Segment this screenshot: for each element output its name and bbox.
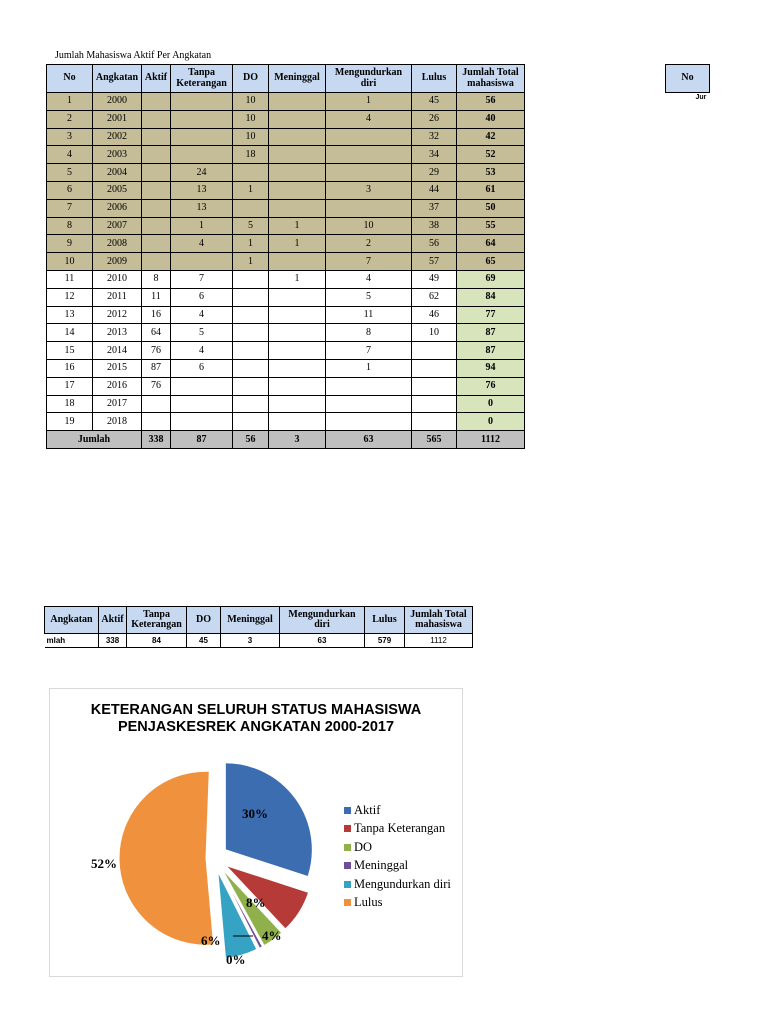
summary-header-do: DO (187, 607, 221, 634)
cell-no: 2 (47, 110, 93, 128)
cell-aktif (142, 164, 171, 182)
cell-angkatan: 2007 (93, 217, 142, 235)
sheet-title: Jumlah Mahasiswa Aktif Per Angkatan (55, 50, 212, 61)
cell-mengundurkan-diri: 11 (326, 306, 412, 324)
cell-lulus: 49 (412, 270, 457, 288)
chart-title: KETERANGAN SELURUH STATUS MAHASISWA PENJASKESREK ANGKATAN 2000-2017 (90, 702, 422, 735)
table-row (47, 413, 525, 431)
table-row (47, 93, 525, 111)
cell-mengundurkan-diri: 1 (326, 359, 412, 377)
cell-tanpa-keterangan: 4 (171, 342, 233, 360)
legend-item (344, 894, 451, 913)
cell-mengundurkan-diri (326, 395, 412, 413)
cell-lulus (412, 395, 457, 413)
cell-mengundurkan-diri: 7 (326, 253, 412, 271)
cell-do (233, 413, 269, 431)
legend-label: Mengundurkan diri (354, 876, 451, 891)
cell-aktif (142, 181, 171, 199)
cell-tanpa-keterangan: 6 (171, 288, 233, 306)
cell-lulus: 45 (412, 93, 457, 111)
cell-jumlah-total: 42 (457, 128, 525, 146)
cell-tanpa-keterangan: 4 (171, 235, 233, 253)
cell-tanpa-keterangan: 24 (171, 164, 233, 182)
total-mengundurkan-diri: 63 (326, 431, 412, 449)
legend-item (344, 838, 451, 857)
cell-mengundurkan-diri: 5 (326, 288, 412, 306)
header-angkatan: Angkatan (93, 65, 142, 93)
cell-meninggal: 1 (269, 235, 326, 253)
cell-aktif (142, 217, 171, 235)
cell-lulus: 46 (412, 306, 457, 324)
header-aktif: Aktif (142, 65, 171, 93)
cell-jumlah-total: 50 (457, 199, 525, 217)
table-row (47, 395, 525, 413)
cell-meninggal (269, 93, 326, 111)
summary-header-angkatan: Angkatan (45, 607, 99, 634)
cell-lulus: 44 (412, 181, 457, 199)
legend-label: Meninggal (354, 858, 409, 873)
cell-tanpa-keterangan: 13 (171, 199, 233, 217)
side-table (665, 64, 710, 102)
cell-lulus (412, 413, 457, 431)
table-row (47, 235, 525, 253)
cell-lulus (412, 342, 457, 360)
summary-lulus: 579 (365, 634, 405, 648)
pie-label-mengundurkan-diri: 6% (201, 933, 221, 948)
pie-slice-lulus (119, 771, 214, 945)
legend-swatch (344, 844, 351, 851)
legend-item (344, 857, 451, 876)
cell-angkatan: 2005 (93, 181, 142, 199)
cell-tanpa-keterangan (171, 146, 233, 164)
legend-label: DO (354, 839, 373, 854)
summary-do: 45 (187, 634, 221, 648)
cell-aktif: 76 (142, 377, 171, 395)
cell-aktif: 76 (142, 342, 171, 360)
legend-item (344, 875, 451, 894)
table-row (47, 359, 525, 377)
cell-do: 10 (233, 128, 269, 146)
cell-tanpa-keterangan (171, 110, 233, 128)
cell-aktif: 16 (142, 306, 171, 324)
cell-meninggal (269, 359, 326, 377)
cell-no: 6 (47, 181, 93, 199)
cell-tanpa-keterangan (171, 395, 233, 413)
cell-mengundurkan-diri: 2 (326, 235, 412, 253)
cell-jumlah-total: 0 (457, 413, 525, 431)
cell-aktif (142, 413, 171, 431)
legend-swatch (344, 862, 351, 869)
cell-no: 16 (47, 359, 93, 377)
cell-meninggal (269, 395, 326, 413)
pie-label-aktif: 30% (242, 806, 268, 821)
cell-mengundurkan-diri: 3 (326, 181, 412, 199)
cell-lulus: 29 (412, 164, 457, 182)
cell-meninggal (269, 110, 326, 128)
cell-aktif (142, 235, 171, 253)
cell-angkatan: 2018 (93, 413, 142, 431)
summary-jumlah-total: 1112 (405, 634, 473, 648)
cell-lulus: 32 (412, 128, 457, 146)
cell-angkatan: 2016 (93, 377, 142, 395)
cell-tanpa-keterangan (171, 93, 233, 111)
chart-legend (344, 801, 451, 912)
legend-swatch (344, 899, 351, 906)
cell-angkatan: 2012 (93, 306, 142, 324)
cell-no: 19 (47, 413, 93, 431)
cell-aktif: 87 (142, 359, 171, 377)
cell-mengundurkan-diri: 4 (326, 270, 412, 288)
cell-no: 9 (47, 235, 93, 253)
pie-slice-aktif (225, 763, 312, 877)
cell-mengundurkan-diri: 7 (326, 342, 412, 360)
cell-angkatan: 2009 (93, 253, 142, 271)
total-jumlah: 1112 (457, 431, 525, 449)
cell-do (233, 199, 269, 217)
cell-meninggal (269, 288, 326, 306)
cell-lulus: 38 (412, 217, 457, 235)
legend-swatch (344, 825, 351, 832)
table-row (47, 128, 525, 146)
cell-angkatan: 2017 (93, 395, 142, 413)
cell-meninggal (269, 181, 326, 199)
cell-angkatan: 2000 (93, 93, 142, 111)
cell-jumlah-total: 64 (457, 235, 525, 253)
cell-do: 1 (233, 235, 269, 253)
header-lulus: Lulus (412, 65, 457, 93)
summary-header-lulus: Lulus (365, 607, 405, 634)
cell-angkatan: 2003 (93, 146, 142, 164)
summary-header-row (45, 607, 473, 634)
cell-lulus: 10 (412, 324, 457, 342)
cell-jumlah-total: 61 (457, 181, 525, 199)
table-row (47, 164, 525, 182)
summary-table (44, 606, 473, 648)
cell-jumlah-total: 56 (457, 93, 525, 111)
summary-meninggal: 3 (221, 634, 280, 648)
cell-no: 3 (47, 128, 93, 146)
table-row (47, 342, 525, 360)
cell-do: 1 (233, 181, 269, 199)
cell-no: 1 (47, 93, 93, 111)
table-row (47, 270, 525, 288)
cell-jumlah-total: 77 (457, 306, 525, 324)
summary-header-aktif: Aktif (99, 607, 127, 634)
students-per-year-table (46, 64, 525, 449)
cell-jumlah-total: 69 (457, 270, 525, 288)
cell-tanpa-keterangan (171, 253, 233, 271)
cell-angkatan: 2008 (93, 235, 142, 253)
summary-tanpa-keterangan: 84 (127, 634, 187, 648)
pie-label-meninggal: 0% (226, 952, 246, 967)
cell-angkatan: 2015 (93, 359, 142, 377)
total-aktif: 338 (142, 431, 171, 449)
cell-do (233, 306, 269, 324)
table-row (47, 199, 525, 217)
cell-jumlah-total: 53 (457, 164, 525, 182)
legend-item (344, 820, 451, 839)
side-row-label: Jur (695, 94, 707, 101)
cell-no: 11 (47, 270, 93, 288)
cell-lulus (412, 377, 457, 395)
cell-angkatan: 2010 (93, 270, 142, 288)
cell-mengundurkan-diri (326, 199, 412, 217)
cell-mengundurkan-diri (326, 377, 412, 395)
cell-lulus: 62 (412, 288, 457, 306)
cell-aktif (142, 199, 171, 217)
cell-jumlah-total: 87 (457, 324, 525, 342)
cell-jumlah-total: 40 (457, 110, 525, 128)
table-row (47, 110, 525, 128)
table-row (47, 217, 525, 235)
cell-do: 10 (233, 93, 269, 111)
summary-aktif: 338 (99, 634, 127, 648)
cell-lulus: 56 (412, 235, 457, 253)
cell-mengundurkan-diri: 8 (326, 324, 412, 342)
cell-aktif (142, 253, 171, 271)
cell-lulus: 34 (412, 146, 457, 164)
header-do: DO (233, 65, 269, 93)
cell-meninggal (269, 413, 326, 431)
cell-aktif: 8 (142, 270, 171, 288)
total-label: Jumlah (47, 431, 142, 449)
legend-label: Aktif (354, 802, 381, 817)
pie-label-lulus: 52% (91, 856, 117, 871)
cell-angkatan: 2014 (93, 342, 142, 360)
cell-no: 4 (47, 146, 93, 164)
total-lulus: 565 (412, 431, 457, 449)
cell-meninggal (269, 324, 326, 342)
side-header-no: No (666, 65, 710, 93)
cell-no: 12 (47, 288, 93, 306)
cell-angkatan: 2013 (93, 324, 142, 342)
table-header-row (47, 65, 525, 93)
table-body (47, 93, 525, 431)
cell-no: 8 (47, 217, 93, 235)
cell-angkatan: 2002 (93, 128, 142, 146)
total-row (47, 431, 525, 449)
summary-label: mlah (45, 634, 99, 648)
summary-header-jumlah-total: Jumlah Total mahasiswa (405, 607, 473, 634)
legend-label: Lulus (354, 895, 383, 910)
summary-header-mengundurkan-diri: Mengundurkan diri (280, 607, 365, 634)
cell-no: 17 (47, 377, 93, 395)
cell-no: 14 (47, 324, 93, 342)
cell-aktif (142, 110, 171, 128)
cell-mengundurkan-diri: 10 (326, 217, 412, 235)
cell-tanpa-keterangan (171, 413, 233, 431)
cell-do (233, 270, 269, 288)
cell-tanpa-keterangan (171, 377, 233, 395)
cell-meninggal (269, 146, 326, 164)
cell-no: 5 (47, 164, 93, 182)
cell-tanpa-keterangan: 5 (171, 324, 233, 342)
cell-jumlah-total: 94 (457, 359, 525, 377)
legend-item (344, 801, 451, 820)
cell-do (233, 324, 269, 342)
header-tanpa-keterangan: Tanpa Keterangan (171, 65, 233, 93)
cell-do (233, 377, 269, 395)
cell-jumlah-total: 52 (457, 146, 525, 164)
cell-tanpa-keterangan: 13 (171, 181, 233, 199)
cell-aktif (142, 395, 171, 413)
cell-angkatan: 2004 (93, 164, 142, 182)
header-jumlah-total: Jumlah Total mahasiswa (457, 65, 525, 93)
cell-tanpa-keterangan: 7 (171, 270, 233, 288)
cell-meninggal (269, 128, 326, 146)
cell-mengundurkan-diri: 1 (326, 93, 412, 111)
summary-header-tanpa-keterangan: Tanpa Keterangan (127, 607, 187, 634)
summary-row (45, 634, 473, 648)
cell-aktif (142, 146, 171, 164)
table-row (47, 288, 525, 306)
cell-jumlah-total: 76 (457, 377, 525, 395)
cell-mengundurkan-diri (326, 164, 412, 182)
cell-no: 10 (47, 253, 93, 271)
summary-header-meninggal: Meninggal (221, 607, 280, 634)
cell-jumlah-total: 87 (457, 342, 525, 360)
summary-mengundurkan-diri: 63 (280, 634, 365, 648)
cell-meninggal (269, 164, 326, 182)
cell-no: 15 (47, 342, 93, 360)
table-row (47, 324, 525, 342)
cell-no: 7 (47, 199, 93, 217)
pie-label-do: 4% (262, 928, 282, 943)
cell-tanpa-keterangan: 4 (171, 306, 233, 324)
cell-meninggal: 1 (269, 270, 326, 288)
cell-meninggal (269, 253, 326, 271)
cell-angkatan: 2001 (93, 110, 142, 128)
cell-meninggal: 1 (269, 217, 326, 235)
total-do: 56 (233, 431, 269, 449)
cell-do (233, 342, 269, 360)
header-mengundurkan-diri: Mengundurkan diri (326, 65, 412, 93)
cell-jumlah-total: 84 (457, 288, 525, 306)
cell-mengundurkan-diri (326, 413, 412, 431)
cell-tanpa-keterangan (171, 128, 233, 146)
table-row (47, 377, 525, 395)
header-meninggal: Meninggal (269, 65, 326, 93)
cell-do (233, 359, 269, 377)
cell-tanpa-keterangan: 6 (171, 359, 233, 377)
cell-tanpa-keterangan: 1 (171, 217, 233, 235)
cell-do: 18 (233, 146, 269, 164)
cell-meninggal (269, 377, 326, 395)
cell-do: 5 (233, 217, 269, 235)
cell-aktif (142, 128, 171, 146)
legend-swatch (344, 807, 351, 814)
cell-meninggal (269, 306, 326, 324)
cell-no: 13 (47, 306, 93, 324)
total-meninggal: 3 (269, 431, 326, 449)
cell-mengundurkan-diri: 4 (326, 110, 412, 128)
cell-angkatan: 2011 (93, 288, 142, 306)
cell-meninggal (269, 342, 326, 360)
cell-meninggal (269, 199, 326, 217)
cell-do (233, 164, 269, 182)
cell-jumlah-total: 0 (457, 395, 525, 413)
cell-no: 18 (47, 395, 93, 413)
cell-aktif (142, 93, 171, 111)
table-row (47, 181, 525, 199)
table-row (47, 146, 525, 164)
table-row (47, 253, 525, 271)
legend-label: Tanpa Keterangan (354, 821, 446, 836)
cell-lulus: 57 (412, 253, 457, 271)
cell-lulus: 37 (412, 199, 457, 217)
cell-jumlah-total: 55 (457, 217, 525, 235)
header-no: No (47, 65, 93, 93)
cell-jumlah-total: 65 (457, 253, 525, 271)
cell-mengundurkan-diri (326, 146, 412, 164)
cell-mengundurkan-diri (326, 128, 412, 146)
cell-do: 10 (233, 110, 269, 128)
cell-do: 1 (233, 253, 269, 271)
pie-label-tanpa-keterangan: 8% (246, 895, 266, 910)
table-row (47, 306, 525, 324)
cell-angkatan: 2006 (93, 199, 142, 217)
cell-lulus (412, 359, 457, 377)
legend-swatch (344, 881, 351, 888)
cell-aktif: 64 (142, 324, 171, 342)
cell-lulus: 26 (412, 110, 457, 128)
cell-do (233, 395, 269, 413)
total-tanpa-keterangan: 87 (171, 431, 233, 449)
cell-do (233, 288, 269, 306)
cell-aktif: 11 (142, 288, 171, 306)
